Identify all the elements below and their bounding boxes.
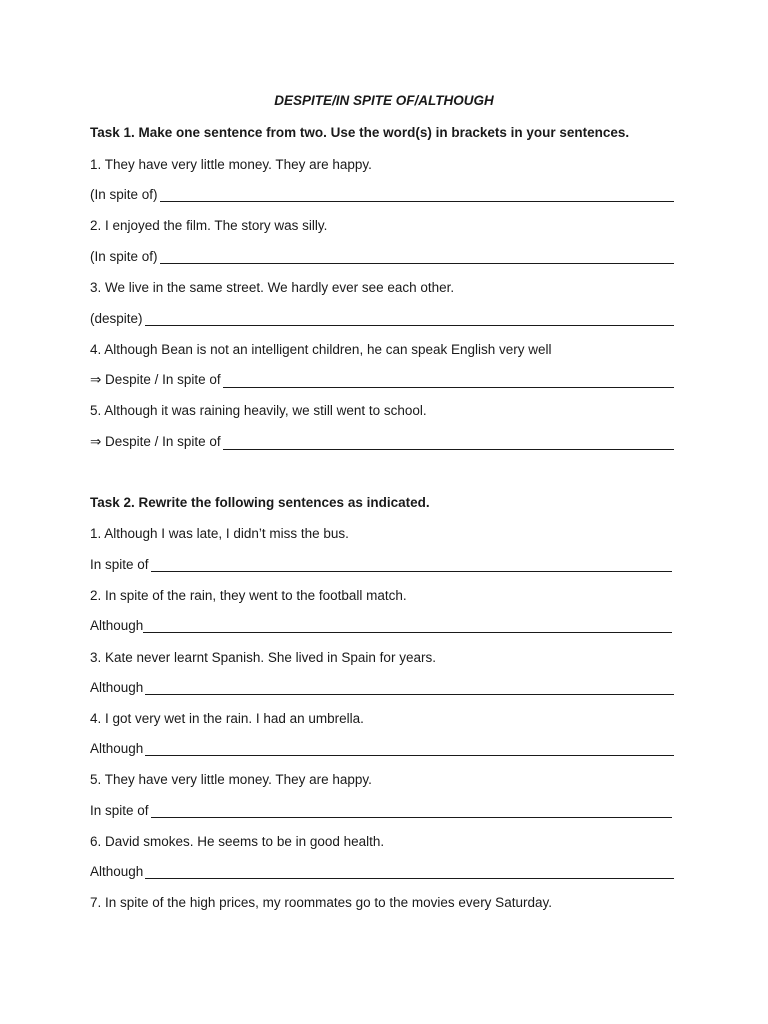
task2-item-2-answer — [90, 618, 672, 633]
task2-item-6-answer — [90, 864, 674, 879]
task2-item-7-prompt: 7. In spite of the high prices, my roommates go to the movies every Saturday. — [90, 895, 552, 910]
task2-item-1-cue: In spite of — [90, 557, 149, 572]
task2-item-2-blank[interactable] — [143, 619, 672, 633]
task2-item-1-blank[interactable] — [151, 558, 672, 572]
task1-item-1-cue: (In spite of) — [90, 187, 158, 202]
task1-item-1-blank[interactable] — [160, 188, 674, 202]
task1-item-3-cue: (despite) — [90, 311, 143, 326]
task1-item-2-cue: (In spite of) — [90, 249, 158, 264]
task2-item-3-answer — [90, 680, 674, 695]
task1-item-4-prompt: 4. Although Bean is not an intelligent children, he can speak English very well — [90, 342, 552, 357]
task1-item-5-answer — [90, 434, 674, 450]
task2-item-3-cue: Although — [90, 680, 144, 695]
task2-item-5-blank[interactable] — [151, 804, 672, 818]
task2-item-2-cue: Although — [90, 618, 144, 633]
task1-item-4-answer — [90, 372, 674, 388]
task2-item-4-cue: Although — [90, 741, 144, 756]
task2-item-6-cue: Although — [90, 864, 144, 879]
task2-item-1-prompt: 1. Although I was late, I didn’t miss the bus. — [90, 526, 349, 541]
task2-heading: Task 2. Rewrite the following sentences as indicated. — [90, 495, 430, 510]
task1-item-3-answer — [90, 311, 674, 326]
worksheet-title: DESPITE/IN SPITE OF/ALTHOUGH — [274, 93, 494, 108]
task2-item-2-prompt: 2. In spite of the rain, they went to the football match. — [90, 588, 407, 603]
task2-item-4-blank[interactable] — [145, 742, 674, 756]
task1-item-1-answer — [90, 187, 674, 202]
task2-item-3-blank[interactable] — [145, 681, 674, 695]
task2-item-1-answer — [90, 557, 672, 572]
task1-item-2-blank[interactable] — [160, 250, 674, 264]
task2-item-3-prompt: 3. Kate never learnt Spanish. She lived in Spain for years. — [90, 650, 436, 665]
task1-item-1-prompt: 1. They have very little money. They are happy. — [90, 157, 372, 172]
task1-item-4-cue: ⇒ Despite / In spite of — [90, 372, 221, 387]
task1-heading: Task 1. Make one sentence from two. Use the word(s) in brackets in your sentences. — [90, 125, 630, 140]
task2-item-5-answer — [90, 803, 672, 818]
task1-item-3-blank[interactable] — [145, 312, 674, 326]
task2-item-4-answer — [90, 741, 674, 756]
task1-item-5-prompt: 5. Although it was raining heavily, we still went to school. — [90, 403, 427, 418]
task2-item-5-prompt: 5. They have very little money. They are happy. — [90, 772, 372, 787]
task2-item-6-prompt: 6. David smokes. He seems to be in good health. — [90, 834, 385, 849]
task1-item-5-blank[interactable] — [223, 436, 674, 450]
task2-item-6-blank[interactable] — [145, 865, 674, 879]
task1-item-2-answer — [90, 249, 674, 264]
task2-item-4-prompt: 4. I got very wet in the rain. I had an umbrella. — [90, 711, 364, 726]
task1-item-3-prompt: 3. We live in the same street. We hardly ever see each other. — [90, 280, 455, 295]
task1-item-2-prompt: 2. I enjoyed the film. The story was silly. — [90, 218, 328, 233]
task2-item-5-cue: In spite of — [90, 803, 149, 818]
task1-item-5-cue: ⇒ Despite / In spite of — [90, 434, 221, 449]
task1-item-4-blank[interactable] — [223, 374, 674, 388]
